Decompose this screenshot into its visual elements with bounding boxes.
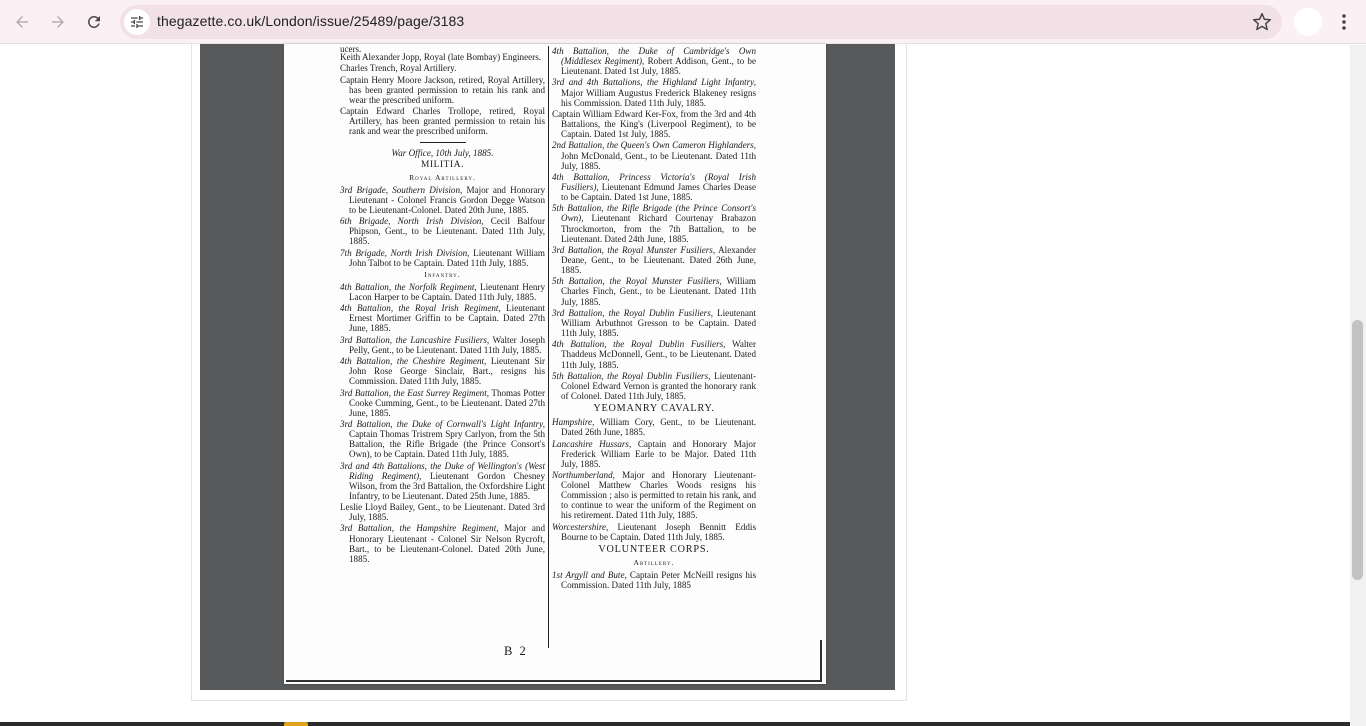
gazette-notice	[552, 570, 756, 590]
taskbar-item	[284, 722, 308, 726]
gazette-notice	[552, 308, 756, 338]
notice-text: Captain Henry Moore Jackson, retired, Royal Artillery, has been granted permission to retain his rank and wear the prescribed uniform.	[340, 74, 545, 105]
notice-text: Captain Peter McNeill resigns his Commission. Dated 11th July, 1885	[561, 570, 756, 591]
browser-menu-button[interactable]	[1332, 8, 1356, 36]
notice-text: Captain and Honorary Major Frederick William Earle to be Major. Dated 11th July, 1885.	[561, 438, 756, 469]
unit-name: Worcestershire,	[552, 521, 609, 532]
star-icon[interactable]	[1252, 12, 1272, 32]
page-number: B 2	[504, 644, 528, 658]
unit-name: 3rd Battalion, the East Surrey Regiment,	[340, 387, 490, 398]
arrow-left-icon	[13, 13, 31, 31]
gazette-notice	[552, 522, 756, 542]
arrow-right-icon	[49, 13, 67, 31]
unit-name: 3rd Brigade, Southern Division,	[340, 184, 463, 195]
gazette-notice	[340, 303, 545, 333]
gazette-notice	[552, 276, 756, 306]
tune-icon	[129, 14, 145, 30]
gazette-notice	[552, 245, 756, 275]
gazette-notice	[340, 282, 545, 302]
reload-button[interactable]	[78, 6, 110, 38]
browser-toolbar	[0, 0, 1366, 44]
notice-text: John McDonald, Gent., to be Lieutenant. Dated 11th July, 1885.	[561, 150, 756, 171]
gazette-notice	[340, 185, 545, 215]
gazette-notice	[340, 523, 545, 563]
gazette-notice	[552, 417, 756, 437]
notice-text: Lieutenant Joseph Bennitt Eddis Bourne to be Captain. Dated 11th July, 1885.	[561, 521, 756, 542]
notice-text: Lieutenant Edmund James Charles Dease to be Captain. Dated 1st June, 1885.	[561, 181, 756, 203]
unit-name: 4th Battalion, the Royal Dublin Fusiliers,	[552, 339, 726, 350]
notice-text: William Charles Finch, Gent., to be Lieutenant. Dated 11th July, 1885.	[561, 276, 756, 307]
gazette-notice	[552, 371, 756, 401]
page-edge-mark	[820, 640, 822, 680]
notice-text: Keith Alexander Jopp, Royal (late Bombay) Engineers.	[340, 52, 542, 62]
left-column	[340, 46, 545, 565]
notice-text: Lieutenant Ernest Mortimer Griffin to be Captain. Dated 27th June, 1885.	[349, 303, 545, 334]
section-divider	[420, 142, 466, 143]
unit-name: Lancashire Hussars,	[552, 438, 632, 449]
notice-text: Major William Augustus Frederick Blakeney resigns his Commission. Dated 11th July, 1885.	[561, 87, 756, 108]
gazette-notice	[340, 419, 545, 459]
forward-button[interactable]	[42, 6, 74, 38]
notice-text: Lieutenant-Colonel Edward Vernon is granted the honorary rank of Colonel. Dated 11th July, 1885.	[561, 370, 756, 401]
reload-icon	[85, 13, 103, 31]
page-bottom-rule	[286, 680, 822, 682]
right-column	[552, 46, 756, 591]
notice-text: Lieutenant Sir John Rose George Sinclair, Bart., resigns his Commission. Dated 11th July, 1885.	[349, 356, 546, 387]
dateline: War Office, 10th July, 1885.	[391, 148, 494, 159]
notice-text: Captain William Edward Ker-Fox, from the 3rd and 4th Battalions, the King's (Liverpool Regiment), to be Captain. Dated 1st July, 1885.	[552, 108, 756, 140]
gazette-page-card	[191, 43, 907, 701]
gazette-notice	[340, 106, 545, 136]
notice-text: Leslie Lloyd Bailey, Gent., to be Lieutenant. Dated 3rd July, 1885.	[340, 502, 545, 523]
site-info-button[interactable]	[124, 9, 150, 35]
gazette-notice	[552, 172, 756, 202]
unit-name: 3rd Battalion, the Duke of Cornwall's Light Infantry,	[340, 418, 545, 429]
unit-name: 4th Battalion, the Duke of Cambridge's Own (Middlesex Regiment),	[552, 46, 756, 67]
notice-text: Charles Trench, Royal Artillery.	[340, 63, 457, 74]
gazette-notice	[340, 75, 545, 105]
unit-name: 4th Battalion, the Norfolk Regiment,	[340, 281, 477, 292]
truncated-line: ucers.	[340, 46, 362, 52]
gazette-notice	[552, 439, 756, 469]
gazette-notice	[340, 248, 545, 268]
notice-text: Major and Honorary Lieutenant - Colonel Sir Nelson Rycroft, Bart., to be Lieutenant-Colonel. Dated 20th June, 1885.	[349, 523, 545, 564]
notice-text: Lieutenant Richard Courtenay Brabazon Throckmorton, from the 7th Battalion, to be Lieutenant. Dated 24th June, 1885.	[561, 213, 756, 244]
notice-text: Captain Edward Charles Trollope, retired, Royal Artillery, has been granted permission to retain his rank and wear the prescribed uniform.	[340, 106, 545, 137]
unit-name: 4th Battalion, Princess Victoria's (Royal Irish Fusiliers),	[552, 171, 756, 192]
notice-text: Lieutenant William John Talbot to be Captain. Dated 11th July, 1885.	[349, 247, 546, 268]
gazette-notice	[552, 109, 756, 139]
unit-name: 3rd and 4th Battalions, the Highland Light Infantry,	[552, 77, 756, 88]
gazette-notice	[340, 461, 545, 501]
notice-text: Walter Joseph Pelly, Gent., to be Lieutenant. Dated 11th July, 1885.	[349, 334, 545, 355]
address-bar[interactable]	[120, 5, 1282, 39]
taskbar-edge	[0, 722, 1350, 726]
unit-name: 5th Battalion, the Royal Dublin Fusiliers,	[552, 370, 711, 381]
unit-name: 5th Battalion, the Royal Munster Fusiliers,	[552, 276, 722, 287]
gazette-notice	[552, 46, 756, 76]
gazette-notice	[340, 52, 545, 62]
notice-text: Alexander Deane, Gent., to be Lieutenant. Dated 26th June, 1885.	[561, 244, 756, 276]
notice-text: Robert Addison, Gent., to be Lieutenant. Dated 1st July, 1885.	[561, 56, 756, 77]
gazette-notice	[340, 63, 545, 73]
gazette-notice	[552, 203, 756, 243]
column-rule	[548, 46, 549, 648]
notice-text: Major and Honorary Lieutenant - Colonel Francis Gordon Degge Watson to be Lieutenant-Colonel. Dated 20th June, 1885.	[349, 184, 545, 215]
url-text[interactable]: thegazette.co.uk/London/issue/25489/page/3183	[157, 13, 465, 29]
scan-viewer	[200, 44, 895, 690]
section-heading: VOLUNTEER CORPS.	[598, 543, 710, 555]
section-heading: YEOMANRY CAVALRY.	[593, 403, 715, 415]
subsection-heading: Infantry.	[424, 269, 461, 279]
gazette-notice	[340, 335, 545, 355]
notice-text: Captain Thomas Tristrem Spry Carlyon, from the 5th Battalion, the Rifle Brigade (the Prince Consort's Own), to be Captain. Dated 11th July, 1885.	[349, 429, 545, 460]
profile-avatar[interactable]	[1294, 8, 1322, 36]
unit-name: 3rd and 4th Battalions, the Duke of Wellington's (West Riding Regiment),	[340, 460, 545, 481]
notice-text: Lieutenant Gordon Chesney Wilson, from the 3rd Battalion, the Oxfordshire Light Infantry, to be Lieutenant. Dated 25th June, 1885.	[349, 470, 545, 501]
unit-name: 5th Battalion, the Rifle Brigade (the Prince Consort's Own),	[552, 203, 756, 224]
unit-name: 1st Argyll and Bute,	[552, 570, 627, 581]
scrollbar-thumb[interactable]	[1352, 320, 1363, 580]
unit-name: 4th Battalion, the Cheshire Regiment,	[340, 356, 487, 367]
notice-text: William Cory, Gent., to be Lieutenant. Dated 26th June, 1885.	[561, 417, 756, 438]
gazette-scan-page	[284, 44, 826, 684]
unit-name: 2nd Battalion, the Queen's Own Cameron Highlanders,	[552, 140, 756, 151]
notice-text: Major and Honorary Lieutenant-Colonel Matthew Charles Woods resigns his Commission ; also is permitted to retain his rank, and to continue to wear the uniform of the Regiment on his retirement. Dated 11th July, 1885.	[561, 470, 756, 521]
subsection-heading: Artillery.	[633, 557, 675, 567]
kebab-menu-icon	[1342, 14, 1346, 30]
gazette-notice	[552, 140, 756, 170]
notice-text: Lieutenant William Arbuthnot Gresson to be Captain. Dated 11th July, 1885.	[561, 307, 756, 339]
page-viewport	[0, 45, 1366, 726]
unit-name: 4th Battalion, the Royal Irish Regiment,	[340, 303, 501, 314]
subsection-heading: Royal Artillery.	[409, 172, 476, 182]
unit-name: 3rd Battalion, the Royal Munster Fusiliers,	[552, 244, 716, 255]
unit-name: Hampshire,	[552, 417, 595, 428]
unit-name: 7th Brigade, North Irish Division,	[340, 247, 470, 258]
gazette-notice	[340, 388, 545, 418]
gazette-notice	[552, 77, 756, 107]
back-button[interactable]	[6, 6, 38, 38]
notice-text: Cecil Balfour Phipson, Gent., to be Lieutenant. Dated 11th July, 1885.	[349, 216, 545, 247]
notice-text: Walter Thaddeus McDonnell, Gent., to be Lieutenant. Dated 11th July, 1885.	[561, 339, 756, 370]
notice-text: Thomas Potter Cooke Cumming, Gent., to be Lieutenant. Dated 27th June, 1885.	[349, 387, 545, 418]
section-heading: MILITIA.	[420, 160, 465, 171]
unit-name: 3rd Battalion, the Royal Dublin Fusiliers,	[552, 307, 714, 318]
gazette-notice	[552, 339, 756, 369]
unit-name: Northumberland,	[552, 470, 615, 480]
notice-text: Lieutenant Henry Lacon Harper to be Captain. Dated 11th July, 1885.	[349, 281, 545, 302]
gazette-notice	[340, 356, 545, 386]
gazette-notice	[340, 216, 545, 246]
unit-name: 3rd Battalion, the Hampshire Regiment,	[340, 523, 499, 534]
unit-name: 3rd Battalion, the Lancashire Fusiliers,	[340, 334, 490, 345]
vertical-scrollbar[interactable]	[1350, 45, 1366, 726]
unit-name: 6th Brigade, North Irish Division,	[340, 216, 484, 227]
gazette-notice	[340, 502, 545, 522]
gazette-notice	[552, 470, 756, 520]
